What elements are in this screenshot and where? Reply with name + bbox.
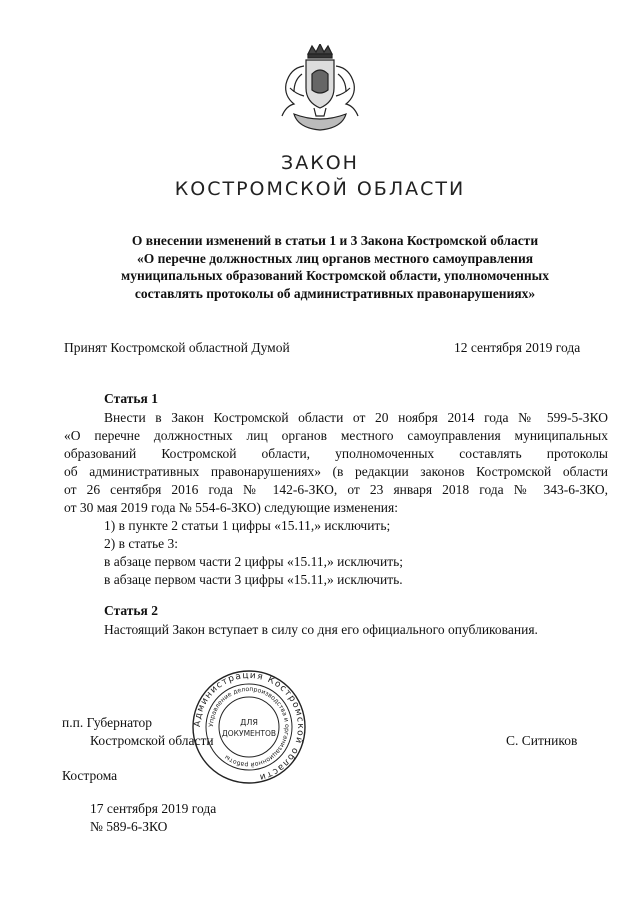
article1-item: в абзаце первом части 2 цифры «15.11,» исключить; <box>104 554 404 569</box>
signature-number: № 589-6-ЗКО <box>90 819 168 834</box>
official-seal-stamp <box>190 668 308 786</box>
article1-line: об административных правонарушениях» (в редакции законов Костромской области <box>64 464 608 479</box>
adopted-by: Принят Костромской областной Думой <box>64 340 290 355</box>
article1-heading: Статья 1 <box>104 391 158 406</box>
signature-role-line1: п.п. Губернатор <box>62 715 152 730</box>
article2-heading: Статья 2 <box>104 603 158 618</box>
subject-line: О внесении изменений в статьи 1 и 3 Закона Костромской области <box>131 233 539 248</box>
article1-item: 1) в пункте 2 статьи 1 цифры «15.11,» исключить; <box>104 518 391 533</box>
law-title-line1: ЗАКОН <box>281 152 359 174</box>
article1-line: Внести в Закон Костромской области от 20 ноября 2014 года № 599-5-ЗКО <box>104 410 608 425</box>
article1-line: от 30 мая 2019 года № 554-6-ЗКО) следующие изменения: <box>64 500 398 515</box>
law-title-line2: КОСТРОМСКОЙ ОБЛАСТИ <box>174 178 466 200</box>
signature-city: Кострома <box>62 768 118 783</box>
article1-item: 2) в статье 3: <box>104 536 178 551</box>
article1-line: образований Костромской области, уполномоченных составлять протоколы <box>64 446 608 461</box>
signature-name: С. Ситников <box>506 733 578 748</box>
signature-role-line2: Костромской области <box>90 733 214 748</box>
stamp-center-line2: ДОКУМЕНТОВ <box>221 729 277 738</box>
stamp-center-line1: ДЛЯ <box>240 718 258 727</box>
subject-line: составлять протоколы об административных правонарушениях» <box>134 285 536 301</box>
article2-text: Настоящий Закон вступает в силу со дня его официального опубликования. <box>104 622 538 637</box>
coat-of-arms-icon <box>276 44 364 132</box>
stamp-outer-text: Администрация Костромской области <box>192 670 306 783</box>
subject-line: «О перечне должностных лиц органов местного самоуправления <box>136 250 534 266</box>
article1-line: от 26 сентября 2016 года № 142-6-ЗКО, от 23 января 2018 года № 343-6-ЗКО, <box>64 482 608 497</box>
article1-item: в абзаце первом части 3 цифры «15.11,» исключить. <box>104 572 403 587</box>
stamp-inner-text: Управление делопроизводства и организационной работы <box>207 685 291 769</box>
article1-line: «О перечне должностных лиц органов местного самоуправления муниципальных <box>64 428 608 443</box>
subject-line: муниципальных образований Костромской области, уполномоченных <box>121 268 549 283</box>
law-subject <box>100 232 570 302</box>
signature-date: 17 сентября 2019 года <box>90 801 217 816</box>
adopted-date: 12 сентября 2019 года <box>454 340 581 355</box>
